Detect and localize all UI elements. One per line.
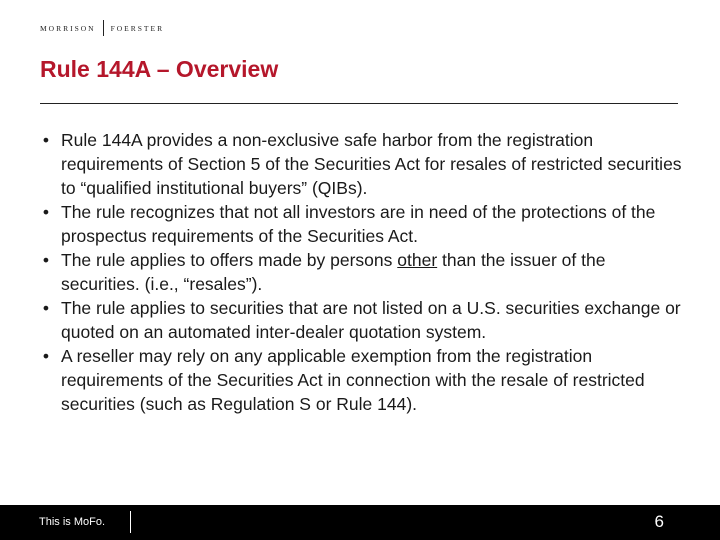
- title-underline: [40, 103, 678, 104]
- bullet-text: Rule 144A provides a non-exclusive safe harbor from the registration requirements of Section 5 of the Securities Act for resales of restricted securities to “qualified institutional buyers” (QIBs).: [61, 130, 682, 198]
- footer-tagline: This is MoFo.: [39, 516, 106, 528]
- bullet-item: [36, 200, 686, 248]
- logo-left-text: MORRISON: [40, 23, 96, 33]
- logo: [40, 20, 164, 36]
- bullet-text: The rule recognizes that not all investors are in need of the protections of the prospectus requirements of the Securities Act.: [61, 202, 656, 246]
- bullet-text: A reseller may rely on any applicable exemption from the registration requirements of the Securities Act in connection with the resale of restricted securities (such as Regulation S or Rule 144).: [61, 346, 645, 414]
- footer-bar: [0, 505, 720, 540]
- bullet-dot-icon: •: [42, 346, 50, 366]
- bullet-item: [36, 128, 686, 200]
- bullet-text-after: than the issuer of the securities. (i.e., “resales”).: [61, 250, 606, 294]
- bullet-text-before: The rule applies to offers made by persons: [61, 250, 398, 270]
- bullet-text: The rule applies to securities that are not listed on a U.S. securities exchange or quoted on an automated inter-dealer quotation system.: [61, 298, 681, 342]
- bullet-emphasis: other: [397, 250, 438, 270]
- footer-divider: [130, 511, 131, 533]
- bullet-dot-icon: •: [42, 130, 50, 150]
- page-number: 6: [654, 512, 664, 531]
- slide-title: Rule 144A – Overview: [40, 56, 279, 82]
- bullet-item: [36, 248, 686, 296]
- bullet-dot-icon: •: [42, 298, 50, 318]
- logo-divider: [103, 20, 104, 36]
- bullet-item: [36, 296, 686, 344]
- bullet-item: [36, 344, 686, 416]
- logo-right-text: FOERSTER: [110, 23, 165, 33]
- bullet-dot-icon: •: [42, 250, 50, 270]
- bullet-dot-icon: •: [42, 202, 50, 222]
- bullet-list: [36, 128, 686, 416]
